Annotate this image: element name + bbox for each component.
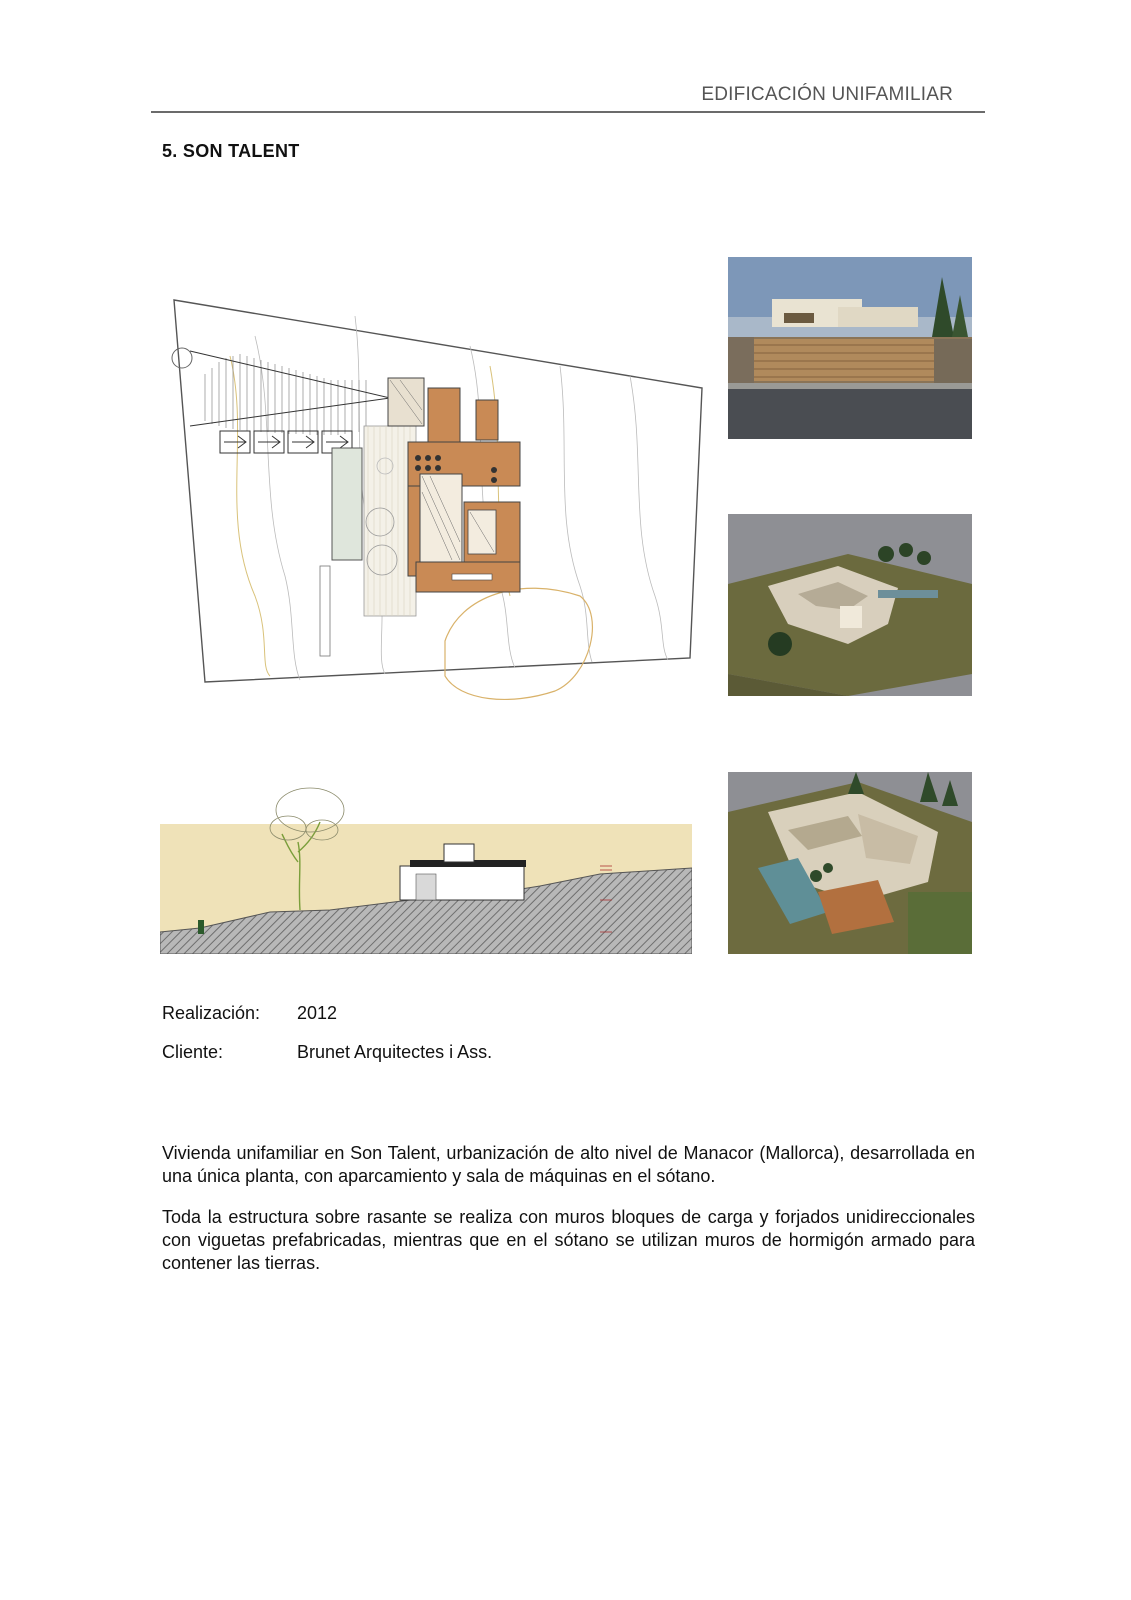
render-street-view — [728, 257, 972, 439]
elevation-drawing — [160, 782, 692, 954]
section-title: 5. SON TALENT — [162, 141, 300, 161]
description-paragraph-1: Vivienda unifamiliar en Son Talent, urbanización de alto nivel de Manacor (Mallorca), desarrollada en una única planta, con aparcamiento y sala de máquinas en el sótano. — [162, 1143, 975, 1186]
site-plan-drawing — [160, 296, 708, 716]
client-value: Brunet Arquitectes i Ass. — [297, 1042, 493, 1062]
render-aerial-view-2 — [728, 772, 972, 954]
client-label: Cliente: — [162, 1042, 224, 1062]
year-label: Realización: — [162, 1003, 261, 1023]
render-aerial-view-1 — [728, 514, 972, 696]
header-title: EDIFICACIÓN UNIFAMILIAR — [701, 84, 953, 105]
header-divider — [151, 111, 985, 113]
description-paragraph-2: Toda la estructura sobre rasante se realiza con muros bloques de carga y forjados unidireccionales con viguetas prefabricadas, mientras que en el sótano se utilizan muros de hormigón armado para contener las tierras. — [162, 1207, 975, 1273]
year-value: 2012 — [297, 1003, 338, 1023]
